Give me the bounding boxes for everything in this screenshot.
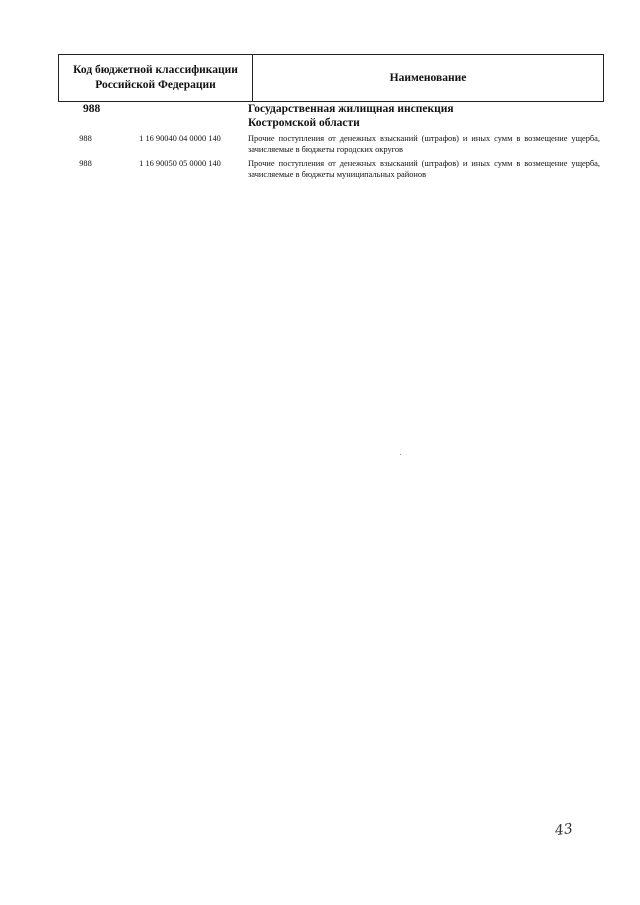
page-number: 43 <box>553 820 574 840</box>
group-name-line1: Государственная жилищная инспекция <box>248 103 454 115</box>
table-body <box>58 101 602 180</box>
group-admin-code: 988 <box>83 103 101 115</box>
table-header <box>58 54 604 102</box>
scan-speck <box>400 454 401 455</box>
group-kbk-empty <box>113 102 247 130</box>
row-name: Прочие поступления от денежных взысканий (штрафов) и иных сумм в возмещение ущерба, зачисляемые в бюджеты городских округов <box>248 134 600 154</box>
table-row <box>58 158 602 180</box>
group-name <box>247 102 602 130</box>
row-name: Прочие поступления от денежных взысканий (штрафов) и иных сумм в возмещение ущерба, зачисляемые в бюджеты муниципальных районов <box>248 159 600 179</box>
row-kbk-code: 1 16 90040 04 0000 140 <box>139 134 221 143</box>
header-code-column: Код бюджетной классификации Российской Федерации <box>59 55 253 101</box>
row-kbk-code: 1 16 90050 05 0000 140 <box>139 159 221 168</box>
header-name-column: Наименование <box>389 71 467 84</box>
row-admin-code: 988 <box>79 134 92 143</box>
table-row <box>58 133 602 155</box>
group-row <box>58 102 602 130</box>
row-admin-code: 988 <box>79 159 92 168</box>
group-name-line2: Костромской области <box>248 117 360 129</box>
